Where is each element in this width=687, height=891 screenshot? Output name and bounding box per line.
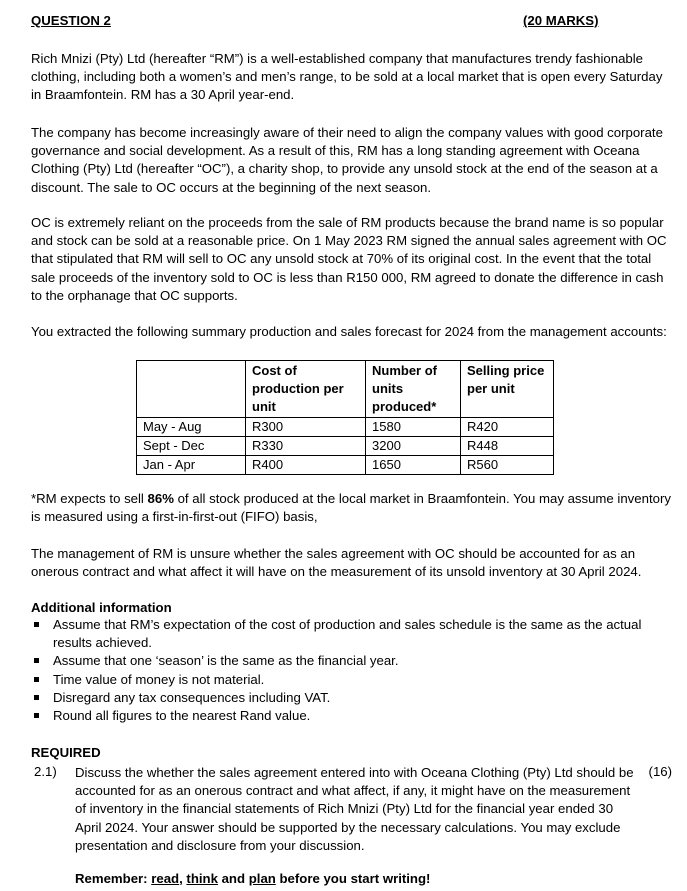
table-row xyxy=(137,456,554,475)
table-row xyxy=(137,437,554,456)
table-cell: 1580 xyxy=(366,418,461,437)
reminder-word-read: read xyxy=(151,871,180,886)
table-cell: R400 xyxy=(246,456,366,475)
governance-paragraph: The company has become increasingly aware of their need to align the company values with good corporate governance and social development. As a result of this, RM has a long standing agreement with Oceana Clothing (Pty) Ltd (hereafter “OC”), a charity shop, to provide any unsold stock at the end of the season at a discount. The sale to OC occurs at the beginning of the next season. xyxy=(31,125,663,195)
table-header-row xyxy=(137,361,554,418)
table-cell: R420 xyxy=(461,418,554,437)
table-cell: R300 xyxy=(246,418,366,437)
table-row xyxy=(137,418,554,437)
table-cell: 3200 xyxy=(366,437,461,456)
additional-info-heading: Additional information xyxy=(31,600,172,615)
management-paragraph: The management of RM is unsure whether the sales agreement with OC should be accounted for as an onerous contract and what affect it will have on the measurement of its unsold inventory at 30 April 2024. xyxy=(31,546,642,580)
list-item: Time value of money is not material. xyxy=(31,671,676,689)
footnote-text-after: of all stock produced at the local market in Braamfontein. You may assume inventory is measured using a first-in-first-out (FIFO) basis, xyxy=(31,491,671,525)
list-item: Assume that RM’s expectation of the cost of production and sales schedule is the same as the actual results achieved. xyxy=(31,616,676,652)
table-header-cell: Selling price per unit xyxy=(461,361,554,418)
table-cell: May - Aug xyxy=(137,418,246,437)
required-question-number: 2.1) xyxy=(34,764,57,779)
list-item: Disregard any tax consequences including VAT. xyxy=(31,689,676,707)
footnote-text-before: *RM expects to sell xyxy=(31,491,148,506)
reminder-word-plan: plan xyxy=(248,871,276,886)
reminder-separator: and xyxy=(217,871,249,886)
reminder-word-think: think xyxy=(186,871,218,886)
required-question-text: Discuss the whether the sales agreement entered into with Oceana Clothing (Pty) Ltd should be accounted for as an onerous contract and what affect, if any, it might have on the measurement of inventory in the financial statements of Rich Mnizi (Pty) Ltd for the financial year ended 30 April 2024. Your answer should be supported by the necessary calculations. You may exclude presentation and disclosure from your discussion. xyxy=(75,765,634,853)
table-header-cell: Number of units produced* xyxy=(366,361,461,418)
reminder-suffix: before you start writing! xyxy=(275,871,431,886)
required-question-marks: (16) xyxy=(648,764,672,779)
table-header-cell xyxy=(137,361,246,418)
required-heading: REQUIRED xyxy=(31,745,101,760)
question-marks: (20 MARKS) xyxy=(523,13,599,28)
forecast-table xyxy=(136,360,554,475)
agreement-paragraph: OC is extremely reliant on the proceeds from the sale of RM products because the brand name is so popular and stock can be sold at a reasonable price. On 1 May 2023 RM signed the annual sales agreement with OC that stipulated that RM will sell to OC any unsold stock at 70% of its original cost. In the event that the total sale proceeds of the inventory sold to OC is less than R150 000, RM agreed to donate the difference in cash to the orphanage that OC supports. xyxy=(31,215,667,303)
additional-info-list xyxy=(31,616,676,725)
table-cell: R448 xyxy=(461,437,554,456)
table-cell: R560 xyxy=(461,456,554,475)
table-header-cell: Cost of production per unit xyxy=(246,361,366,418)
reminder-prefix: Remember: xyxy=(75,871,152,886)
list-item: Round all figures to the nearest Rand value. xyxy=(31,707,676,725)
list-item: Assume that one ‘season’ is the same as the financial year. xyxy=(31,652,676,670)
table-cell: 1650 xyxy=(366,456,461,475)
reminder-line xyxy=(75,871,430,886)
footnote-paragraph xyxy=(31,490,671,526)
table-cell: R330 xyxy=(246,437,366,456)
reminder-separator: , xyxy=(179,871,187,886)
footnote-percentage: 86% xyxy=(147,491,174,506)
table-cell: Sept - Dec xyxy=(137,437,246,456)
question-title: QUESTION 2 xyxy=(31,13,111,28)
table-cell: Jan - Apr xyxy=(137,456,246,475)
forecast-intro-paragraph: You extracted the following summary production and sales forecast for 2024 from the management accounts: xyxy=(31,324,667,339)
intro-paragraph: Rich Mnizi (Pty) Ltd (hereafter “RM”) is a well-established company that manufactures trendy fashionable clothing, including both a women’s and men’s range, to be sold at a local market that is open every Saturday in Braamfontein. RM has a 30 April year-end. xyxy=(31,51,663,103)
